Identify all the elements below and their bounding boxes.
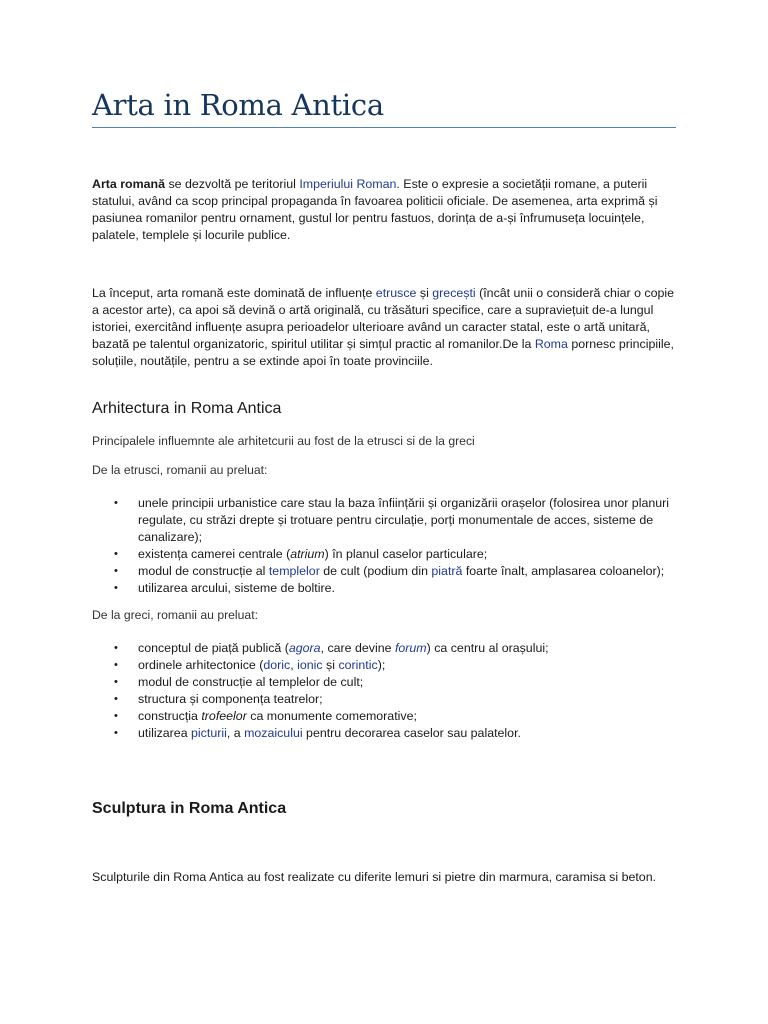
link-imperiului-roman[interactable]: Imperiului Roman — [299, 177, 397, 191]
heading-arhitectura: Arhitectura in Roma Antica — [92, 400, 282, 417]
link-mozaicului[interactable]: mozaicului — [244, 726, 303, 740]
link-ionic[interactable]: ionic — [297, 658, 323, 672]
list-item: • structura și componența teatrelor; — [92, 691, 676, 708]
list-item: • existența camerei centrale (atrium) în planul caselor particulare; — [92, 546, 676, 563]
link-piatra[interactable]: piatră — [431, 564, 463, 578]
intro-paragraph: Arta romană se dezvoltă pe teritoriul Imperiului Roman. Este o expresie a societății romane, a puterii statului, având ca scop principal propaganda în favoarea politicii oficiale. De asemenea, arta exprimă și pasiunea romanilor pentru ornament, gustul lor pentru fastuos, dorința de a-și înfrumuseța locuințele, palatele, templele și locurile publice. — [92, 177, 658, 242]
influence-paragraph: La început, arta romană este dominată de influențe etrusce și grecești (încât unii o consideră chiar o copie a acestor arte), ca apoi să devină o artă originală, cu trăsături specifice, care a supraviețuit de-a lungul istoriei, exercitând influențe asupra perioadelor ulterioare având un caracter statal, este o artă unitară, bazată pe talentul organizatoric, spiritul utilitar și simțul practic al romanilor.De la Roma pornesc principiile, soluțiile, noutățile, pentru a se extinde apoi în toate provinciile. — [92, 286, 675, 368]
link-forum[interactable]: forum — [394, 641, 427, 655]
page-title: Arta in Roma Antica — [92, 88, 384, 122]
list-item: • utilizarea arcului, sisteme de boltire. — [92, 580, 676, 597]
greci-intro: De la greci, romanii au preluat: — [92, 608, 258, 622]
list-item: • unele principii urbanistice care stau la baza înființării și organizării orașelor (folosirea unor planuri regulate, cu străzi drepte și trotuare pentru circulație, porți monumentale de acces, sisteme de canalizare); — [92, 495, 676, 546]
etrusci-intro: De la etrusci, romanii au preluat: — [92, 463, 268, 477]
list-item: • ordinele arhitectonice (doric, ionic și corintic); — [92, 657, 676, 674]
link-agora[interactable]: agora — [288, 641, 321, 655]
list-item: • conceptul de piață publică (agora, care devine forum) ca centru al orașului; — [92, 640, 676, 657]
link-etrusce[interactable]: etrusce — [375, 286, 417, 300]
link-roma[interactable]: Roma — [534, 337, 568, 351]
list-item: • modul de construcție al templelor de cult; — [92, 674, 676, 691]
sculpture-paragraph: Sculpturile din Roma Antica au fost realizate cu diferite lemuri si pietre din marmura, caramisa si beton. — [92, 870, 657, 884]
list-item: • modul de construcție al templelor de cult (podium din piatră foarte înalt, amplasarea coloanelor); — [92, 563, 676, 580]
link-templelor[interactable]: templelor — [268, 564, 320, 578]
etrusci-list — [92, 495, 676, 597]
link-doric[interactable]: doric — [263, 658, 291, 672]
arch-intro-paragraph: Principalele influemnte ale arhitetcurii au fost de la etrusci si de la greci — [92, 434, 475, 448]
link-grecesti[interactable]: grecești — [432, 286, 476, 300]
link-corintic[interactable]: corintic — [338, 658, 378, 672]
title-underline — [92, 127, 676, 128]
link-picturii[interactable]: picturii — [191, 726, 227, 740]
list-item: • construcția trofeelor ca monumente comemorative; — [92, 708, 676, 725]
intro-bold-term: Arta romană — [92, 177, 165, 191]
list-item: • utilizarea picturii, a mozaicului pentru decorarea caselor sau palatelor. — [92, 725, 676, 742]
heading-sculptura: Sculptura in Roma Antica — [92, 800, 287, 817]
greci-list — [92, 640, 676, 742]
